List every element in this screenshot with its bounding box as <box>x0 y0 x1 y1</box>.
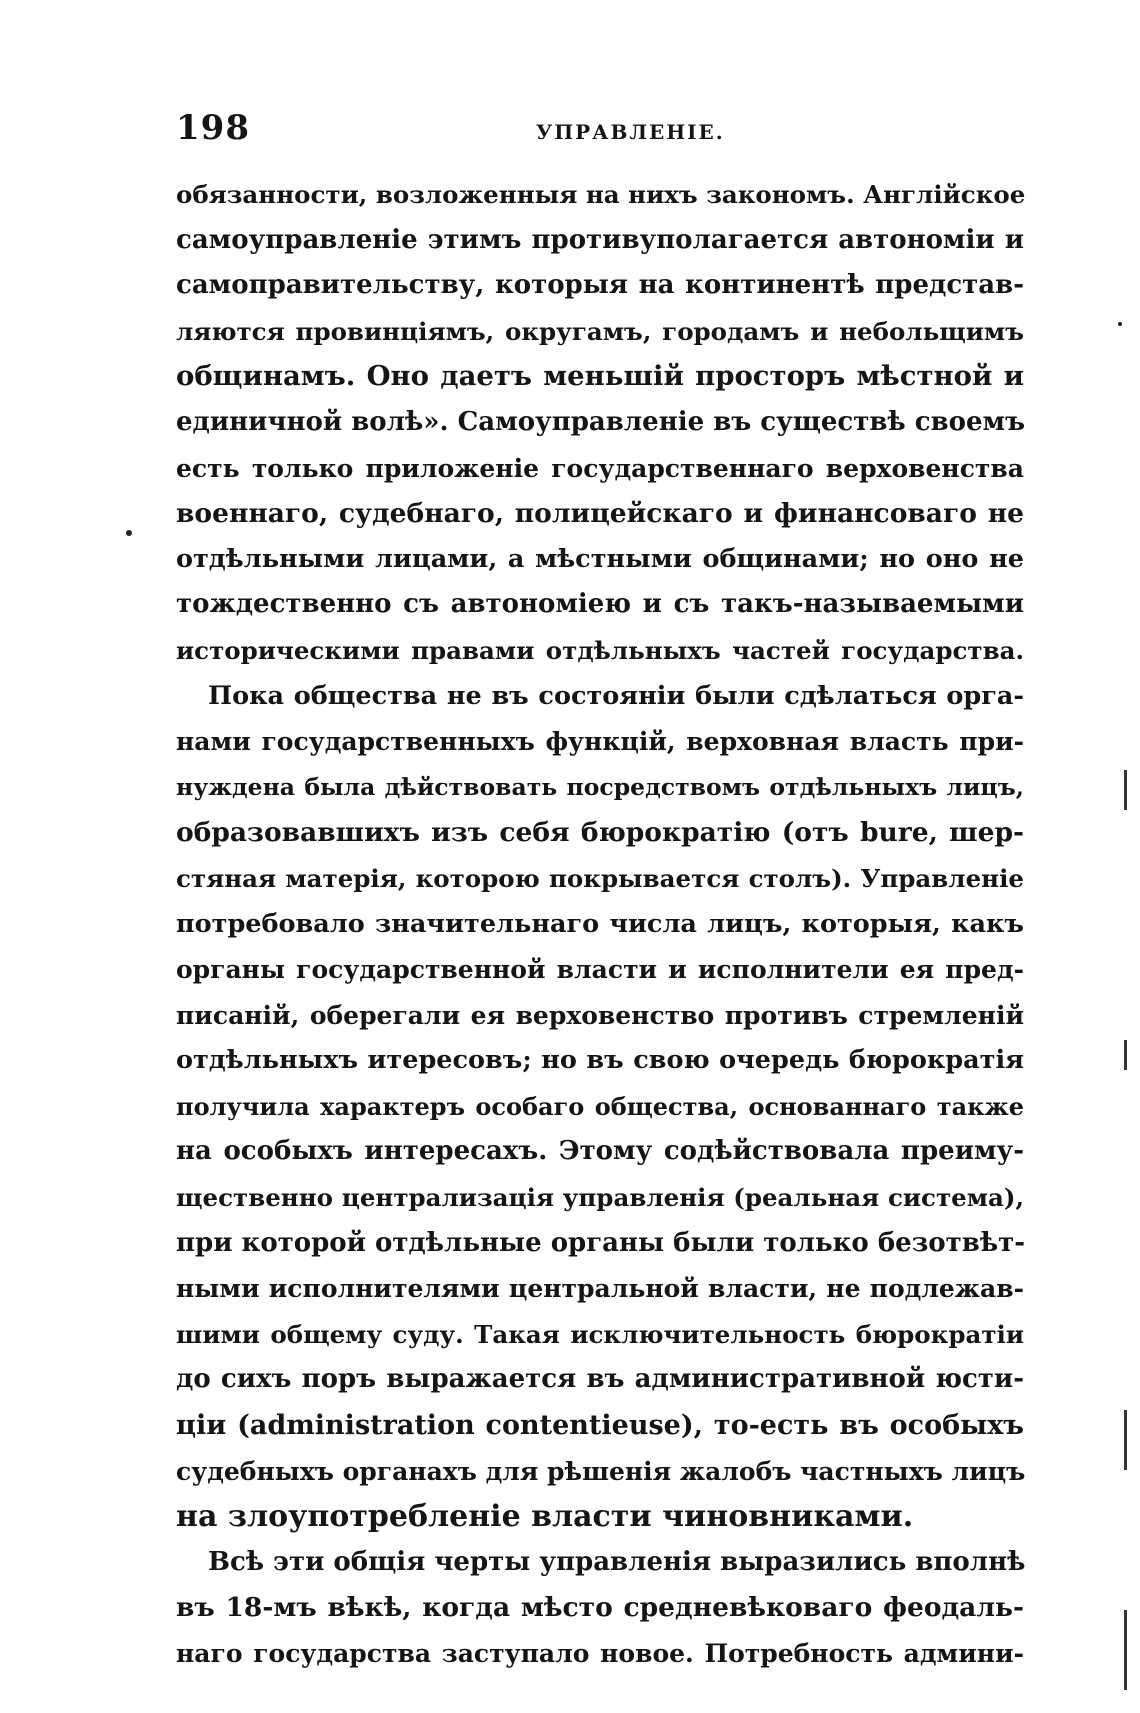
margin-line <box>1124 770 1127 810</box>
text-line: образовавшихъ изъ себя бюрократію (отъ bure, шер- <box>176 817 1024 849</box>
text-line: шими общему суду. Такая исключительность бюрократіи <box>176 1319 1024 1349</box>
paragraph-start-line: Всѣ эти общія черты управленія выразились вполнѣ <box>208 1546 1026 1577</box>
text-line: на особыхъ интересахъ. Этому содѣйствовала преиму- <box>176 1136 1024 1167</box>
page-number: 198 <box>176 108 250 148</box>
text-line: до сихъ поръ выражается въ административной юсти- <box>176 1364 1024 1395</box>
running-head: УПРАВЛЕНІЕ. <box>536 120 725 144</box>
body-text <box>176 172 1024 1677</box>
paragraph-start-line: Пока общества не въ состояніи были сдѣлаться орга- <box>208 680 1024 711</box>
page-header <box>176 108 1036 158</box>
text-line: стяная матерія, которою покрывается столъ). Управленіе <box>176 863 1024 893</box>
text-line: судебныхъ органахъ для рѣшенія жалобъ частныхъ лицъ <box>176 1456 1026 1486</box>
text-line: военнаго, судебнаго, полицейскаго и финансоваго не <box>176 498 1024 530</box>
text-line: ляются провинціямъ, округамъ, городамъ и небольщимъ <box>176 316 1024 346</box>
margin-speck <box>1118 322 1122 326</box>
text-line: ными исполнителями центральной власти, не подлежав- <box>176 1274 1024 1304</box>
text-line: есть только приложеніе государственнаго верховенства <box>176 453 1024 483</box>
text-line: самоуправленіе этимъ противуполагается автономіи и <box>176 224 1024 255</box>
text-line: единичной волѣ». Самоуправленіе въ существѣ своемъ <box>176 406 1026 437</box>
text-line: самоправительству, которыя на континентѣ представ- <box>176 270 1024 301</box>
text-line: обязанности, возложенныя на нихъ закономъ. Англійское <box>176 180 1026 209</box>
text-line: въ 18-мъ вѣкѣ, когда мѣсто средневѣковаго феодаль- <box>176 1592 1024 1624</box>
text-line: потребовало значительнаго числа лицъ, которыя, какъ <box>176 908 1024 939</box>
text-line: историческими правами отдѣльныхъ частей государства. <box>176 635 1024 665</box>
text-line: общинамъ. Оно даетъ меньшій просторъ мѣстной и <box>176 360 1024 393</box>
text-line: отдѣльныхъ итересовъ; но въ свою очередь бюрократія <box>176 1045 1024 1076</box>
margin-speck <box>126 530 132 536</box>
margin-line <box>1124 1040 1127 1070</box>
margin-line <box>1124 1610 1127 1690</box>
text-line: органы государственной власти и исполнители ея пред- <box>176 955 1024 985</box>
margin-line <box>1124 1410 1127 1470</box>
text-line: писаній, оберегали ея верховенство противъ стремленій <box>176 1000 1024 1030</box>
text-line: при которой отдѣльные органы были только безотвѣт- <box>176 1227 1025 1258</box>
text-line: нами государственныхъ функцій, верховная власть при- <box>176 727 1024 757</box>
text-line: получила характеръ особаго общества, основаннаго также <box>176 1091 1024 1121</box>
text-line: ціи (administration contentieuse), то-есть въ особыхъ <box>176 1410 1024 1442</box>
text-line: отдѣльными лицами, а мѣстными общинами; но оно не <box>176 543 1024 574</box>
paragraph-end-line: на злоупотребленіе власти чиновниками. <box>176 1499 914 1535</box>
text-line: щественно централизація управленія (реальная система), <box>176 1183 1024 1213</box>
text-line: нуждена была дѣйствовать посредствомъ отдѣльныхъ лицъ, <box>176 772 1024 801</box>
text-line: тождественно съ автономіею и съ такъ-называемыми <box>176 589 1024 620</box>
text-line: наго государства заступало новое. Потребность админи- <box>176 1639 1024 1668</box>
